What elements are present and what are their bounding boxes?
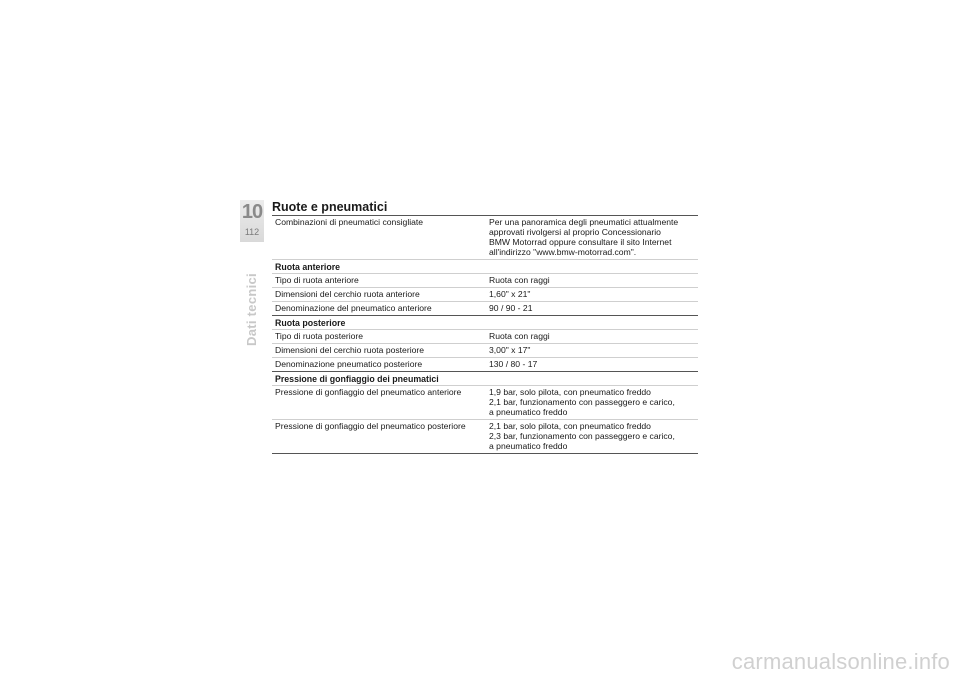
group-heading-pressure: Pressione di gonfiaggio dei pneumatici [272, 372, 698, 386]
value-line: a pneumatico freddo [489, 407, 568, 417]
spec-value: 90 / 90 - 21 [489, 303, 533, 313]
group-heading-rear: Ruota posteriore [272, 316, 698, 330]
value-line: 2,3 bar, funzionamento con passeggero e carico, [489, 431, 675, 441]
spec-value: 130 / 80 - 17 [489, 359, 538, 369]
spec-label: Denominazione pneumatico posteriore [275, 359, 423, 369]
table-row [272, 358, 698, 372]
section-title: Ruote e pneumatici [272, 200, 388, 214]
table-row [272, 288, 698, 302]
spec-value: Ruota con raggi [489, 331, 550, 341]
table-row [272, 344, 698, 358]
value-line: 1,9 bar, solo pilota, con pneumatico freddo [489, 387, 651, 397]
table-row [272, 330, 698, 344]
spec-label: Pressione di gonfiaggio del pneumatico posteriore [275, 421, 466, 431]
value-line: approvati rivolgersi al proprio Concessionario [489, 227, 661, 237]
table-row [272, 386, 698, 420]
chapter-number: 10 [241, 201, 263, 223]
table-row [272, 216, 698, 260]
spec-value: 1,60" x 21" [489, 289, 531, 299]
value-line: 2,1 bar, solo pilota, con pneumatico freddo [489, 421, 651, 431]
spec-value: Ruota con raggi [489, 275, 550, 285]
page-number: 112 [244, 227, 260, 237]
spec-value [489, 387, 698, 417]
spec-label: Dimensioni del cerchio ruota anteriore [275, 289, 420, 299]
watermark: carmanualsonline.info [731, 649, 950, 674]
table-row [272, 420, 698, 454]
table-row [272, 302, 698, 316]
spec-label: Tipo di ruota anteriore [275, 275, 359, 285]
spec-label: Pressione di gonfiaggio del pneumatico anteriore [275, 387, 462, 397]
table-row [272, 274, 698, 288]
spec-label: Combinazioni di pneumatici consigliate [275, 217, 424, 227]
value-line: Per una panoramica degli pneumatici attualmente [489, 217, 679, 227]
value-line: all'indirizzo "www.bmw-motorrad.com". [489, 247, 637, 257]
value-line: a pneumatico freddo [489, 441, 568, 451]
spec-label: Dimensioni del cerchio ruota posteriore [275, 345, 425, 355]
spec-label: Tipo di ruota posteriore [275, 331, 364, 341]
spec-table [272, 215, 698, 454]
group-heading-front: Ruota anteriore [272, 260, 698, 274]
spec-value: 3,00" x 17" [489, 345, 531, 355]
chapter-label: Dati tecnici [244, 273, 259, 346]
value-line: BMW Motorrad oppure consultare il sito Internet [489, 237, 672, 247]
spec-value [489, 421, 698, 451]
spec-label: Denominazione del pneumatico anteriore [275, 303, 432, 313]
spec-value [489, 217, 698, 257]
value-line: 2,1 bar, funzionamento con passeggero e carico, [489, 397, 675, 407]
